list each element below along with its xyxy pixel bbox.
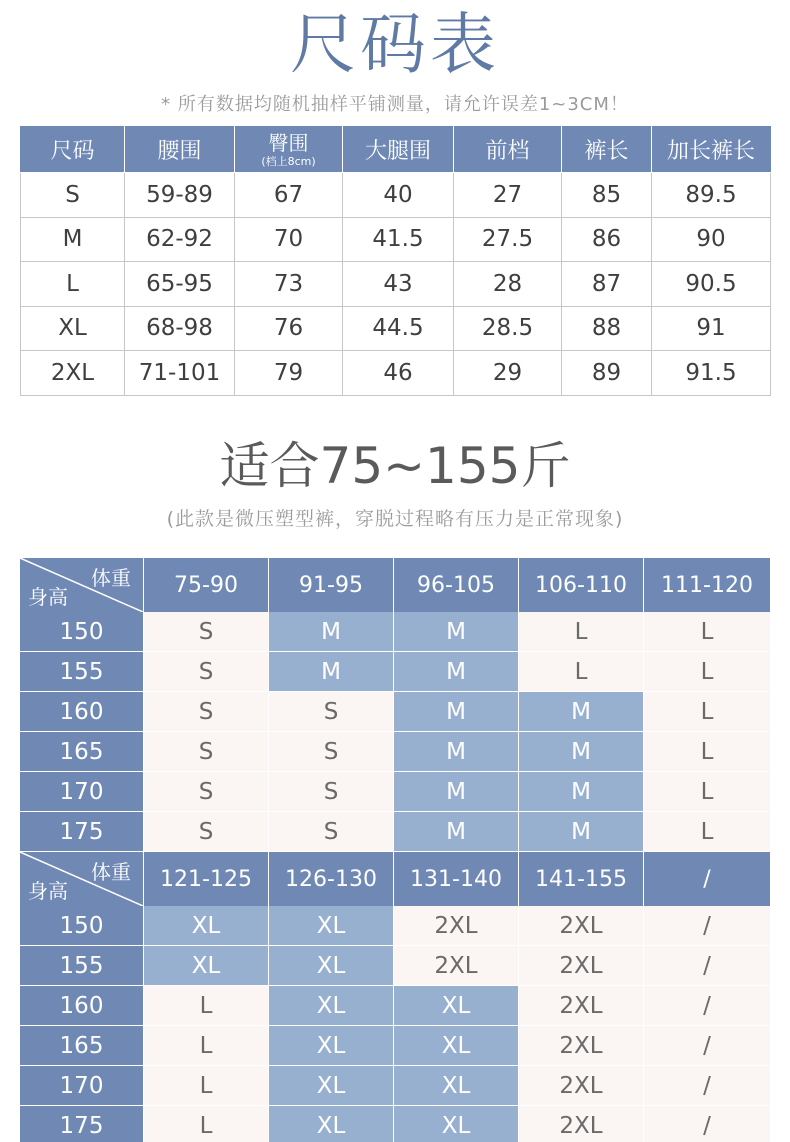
grid-row — [20, 986, 770, 1026]
size-recommendation-cell: S — [144, 732, 269, 772]
size-recommendation-cell: S — [144, 772, 269, 812]
size-recommendation-cell: S — [144, 612, 269, 652]
grid-row — [20, 692, 770, 732]
height-label: 155 — [20, 652, 144, 692]
size-recommendation-cell: L — [519, 652, 644, 692]
size-cell: 86 — [562, 217, 652, 262]
size-recommendation-cell: L — [644, 652, 770, 692]
header-waist: 腰围 — [125, 127, 235, 173]
size-cell: 70 — [235, 217, 343, 262]
size-cell: 88 — [562, 306, 652, 351]
size-recommendation-cell: 2XL — [519, 906, 644, 946]
size-cell: 76 — [235, 306, 343, 351]
grid-row — [20, 1106, 770, 1142]
weight-header: 131-140 — [394, 852, 519, 906]
size-recommendation-cell: 2XL — [519, 946, 644, 986]
size-recommendation-cell: M — [269, 612, 394, 652]
size-recommendation-cell: M — [269, 652, 394, 692]
height-label: 170 — [20, 772, 144, 812]
grid-row — [20, 772, 770, 812]
size-recommendation-cell: M — [394, 692, 519, 732]
size-cell: 2XL — [21, 351, 125, 396]
size-recommendation-cell: M — [519, 732, 644, 772]
header-thigh: 大腿围 — [343, 127, 454, 173]
grid-header-row — [20, 558, 770, 612]
grid-corner — [20, 852, 144, 906]
size-table-header — [21, 127, 771, 173]
size-cell: L — [21, 262, 125, 307]
header-long-length: 加长裤长 — [652, 127, 771, 173]
size-recommendation-cell: XL — [144, 906, 269, 946]
weight-height-grid-top — [20, 558, 770, 852]
size-cell: 65-95 — [125, 262, 235, 307]
size-recommendation-cell: M — [519, 692, 644, 732]
size-recommendation-cell: L — [644, 812, 770, 852]
size-recommendation-cell: L — [644, 772, 770, 812]
size-recommendation-cell: XL — [269, 1066, 394, 1106]
height-label: 165 — [20, 1026, 144, 1066]
size-recommendation-cell: / — [644, 1066, 770, 1106]
weight-header: 96-105 — [394, 558, 519, 612]
grid-corner — [20, 558, 144, 612]
grid-row — [20, 946, 770, 986]
height-label: 175 — [20, 1106, 144, 1142]
size-cell: 27 — [454, 173, 562, 218]
weight-header: 106-110 — [519, 558, 644, 612]
grid-row — [20, 1066, 770, 1106]
height-label: 150 — [20, 612, 144, 652]
size-recommendation-cell: S — [269, 692, 394, 732]
size-recommendation-cell: M — [394, 652, 519, 692]
size-cell: 68-98 — [125, 306, 235, 351]
size-recommendation-cell: S — [269, 812, 394, 852]
page-title: 尺码表 — [290, 6, 500, 83]
weight-header: / — [644, 852, 770, 906]
size-row — [21, 217, 771, 262]
height-label: 150 — [20, 906, 144, 946]
grid-row — [20, 906, 770, 946]
size-cell: 40 — [343, 173, 454, 218]
size-recommendation-cell: L — [644, 692, 770, 732]
size-cell: 89 — [562, 351, 652, 396]
size-recommendation-cell: M — [394, 612, 519, 652]
size-recommendation-cell: S — [144, 812, 269, 852]
size-recommendation-cell: XL — [269, 946, 394, 986]
size-recommendation-cell: / — [644, 986, 770, 1026]
weight-range-title: 适合75~155斤 — [219, 437, 571, 495]
size-cell: 87 — [562, 262, 652, 307]
size-recommendation-cell: XL — [269, 1026, 394, 1066]
size-recommendation-cell: M — [394, 732, 519, 772]
header-front-rise: 前档 — [454, 127, 562, 173]
size-row — [21, 351, 771, 396]
size-recommendation-cell: S — [144, 692, 269, 732]
size-cell: 44.5 — [343, 306, 454, 351]
size-cell: 89.5 — [652, 173, 771, 218]
size-cell: XL — [21, 306, 125, 351]
size-chart-table — [20, 126, 771, 396]
size-recommendation-cell: XL — [394, 1026, 519, 1066]
size-recommendation-cell: L — [644, 732, 770, 772]
weight-header: 121-125 — [144, 852, 269, 906]
size-row — [21, 173, 771, 218]
size-recommendation-cell: S — [144, 652, 269, 692]
grid-row — [20, 732, 770, 772]
size-cell: 91.5 — [652, 351, 771, 396]
size-cell: 46 — [343, 351, 454, 396]
size-row — [21, 262, 771, 307]
height-label: 170 — [20, 1066, 144, 1106]
weight-header: 75-90 — [144, 558, 269, 612]
size-cell: 90.5 — [652, 262, 771, 307]
header-hip — [235, 127, 343, 173]
size-cell: 85 — [562, 173, 652, 218]
corner-height-label: 身高 — [28, 879, 68, 903]
header-length: 裤长 — [562, 127, 652, 173]
size-recommendation-cell: L — [144, 1106, 269, 1142]
corner-weight-label: 体重 — [91, 860, 131, 884]
size-cell: 29 — [454, 351, 562, 396]
size-recommendation-cell: M — [519, 812, 644, 852]
size-cell: 91 — [652, 306, 771, 351]
header-hip-sub: (档上8cm) — [261, 155, 316, 168]
weight-header: 91-95 — [269, 558, 394, 612]
size-recommendation-cell: 2XL — [519, 1066, 644, 1106]
size-recommendation-cell: XL — [394, 1066, 519, 1106]
weight-header: 141-155 — [519, 852, 644, 906]
size-recommendation-cell: XL — [394, 986, 519, 1026]
size-recommendation-cell: L — [519, 612, 644, 652]
size-recommendation-cell: / — [644, 906, 770, 946]
height-label: 160 — [20, 692, 144, 732]
size-recommendation-cell: XL — [269, 906, 394, 946]
size-recommendation-cell: M — [519, 772, 644, 812]
size-recommendation-cell: / — [644, 946, 770, 986]
size-recommendation-cell: 2XL — [394, 946, 519, 986]
fit-note: (此款是微压塑型裤，穿脱过程略有压力是正常现象) — [166, 508, 624, 530]
size-recommendation-cell: L — [144, 1026, 269, 1066]
height-label: 155 — [20, 946, 144, 986]
size-cell: 73 — [235, 262, 343, 307]
weight-header: 111-120 — [644, 558, 770, 612]
weight-header: 126-130 — [269, 852, 394, 906]
grid-row — [20, 652, 770, 692]
grid-header-row — [20, 852, 770, 906]
size-recommendation-cell: 2XL — [394, 906, 519, 946]
size-cell: 43 — [343, 262, 454, 307]
size-cell: 71-101 — [125, 351, 235, 396]
measurement-note: * 所有数据均随机抽样平铺测量，请允许误差1~3CM！ — [161, 94, 629, 115]
size-cell: 67 — [235, 173, 343, 218]
size-recommendation-cell: / — [644, 1106, 770, 1142]
size-recommendation-cell: M — [394, 812, 519, 852]
size-cell: 28.5 — [454, 306, 562, 351]
size-recommendation-cell: M — [394, 772, 519, 812]
size-cell: 59-89 — [125, 173, 235, 218]
size-recommendation-cell: L — [144, 986, 269, 1026]
size-recommendation-cell: 2XL — [519, 1026, 644, 1066]
size-cell: 79 — [235, 351, 343, 396]
size-recommendation-cell: XL — [269, 986, 394, 1026]
size-recommendation-cell: XL — [394, 1106, 519, 1142]
corner-height-label: 身高 — [28, 585, 68, 609]
size-recommendation-cell: 2XL — [519, 1106, 644, 1142]
size-recommendation-cell: S — [269, 732, 394, 772]
size-cell: 27.5 — [454, 217, 562, 262]
size-cell: 41.5 — [343, 217, 454, 262]
height-label: 165 — [20, 732, 144, 772]
size-cell: 90 — [652, 217, 771, 262]
size-cell: 28 — [454, 262, 562, 307]
header-hip-label: 臀围 — [268, 131, 309, 155]
size-recommendation-cell: XL — [269, 1106, 394, 1142]
size-cell: S — [21, 173, 125, 218]
grid-row — [20, 812, 770, 852]
height-label: 175 — [20, 812, 144, 852]
size-cell: 62-92 — [125, 217, 235, 262]
size-recommendation-cell: L — [144, 1066, 269, 1106]
size-recommendation-cell: L — [644, 612, 770, 652]
size-recommendation-cell: 2XL — [519, 986, 644, 1026]
size-recommendation-cell: / — [644, 1026, 770, 1066]
grid-row — [20, 1026, 770, 1066]
weight-height-grid-bottom — [20, 852, 770, 1142]
corner-weight-label: 体重 — [91, 566, 131, 590]
height-label: 160 — [20, 986, 144, 1026]
grid-row — [20, 612, 770, 652]
size-row — [21, 306, 771, 351]
size-recommendation-cell: XL — [144, 946, 269, 986]
size-recommendation-cell: S — [269, 772, 394, 812]
header-size: 尺码 — [21, 127, 125, 173]
size-cell: M — [21, 217, 125, 262]
